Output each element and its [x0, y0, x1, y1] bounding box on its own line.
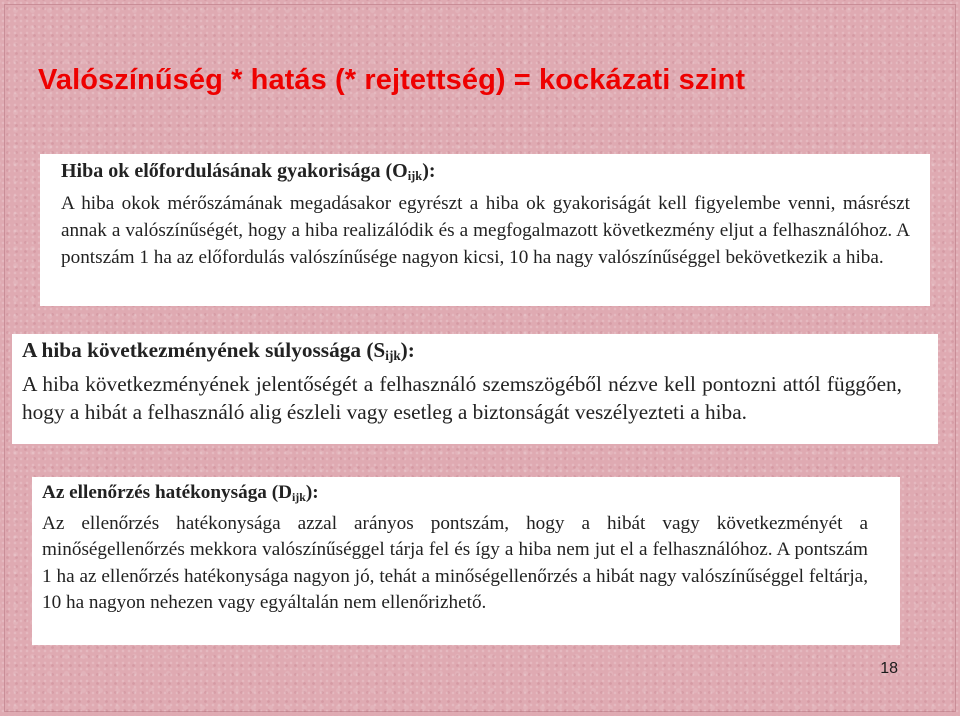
occurrence-heading-text: Hiba ok előfordulásának gyakorisága (O — [61, 160, 408, 182]
severity-heading — [22, 336, 902, 370]
severity-heading-subscript: ijk — [385, 348, 401, 363]
detection-text: Az ellenőrzés hatékonysága azzal arányos pontszám, hogy a hibát vagy következményét a minőségellenőrzés mekkora valószínűséggel tárja fel és így a hiba nem jut el a felhasználóhoz. A pontszám 1 ha az ellenőrzés hatékonysága nagyon jó, tehát a minőségellenőrzés a hibát nagy valószínűséggel feltárja, 10 ha nagyon nehezen vagy egyáltalán nem ellenőrizhető. — [42, 512, 868, 613]
occurrence-heading — [61, 158, 910, 190]
occurrence-text: A hiba okok mérőszámának megadásakor egyrészt a hiba ok gyakoriságát kell figyelembe venni, másrészt annak a valószínűségét, hogy a hiba realizálódik és a megfogalmazott következmény eljut a felhasználóhoz. A pontszám 1 ha az előfordulás valószínűsége nagyon kicsi, 10 ha nagy valószínűséggel bekövetkezik a hiba. — [61, 193, 910, 268]
severity-text: A hiba következményének jelentőségét a felhasználó szemszögéből nézve kell pontozni attól függően, hogy a hibát a felhasználó alig észleli vagy esetleg a biztonságát veszélyezteti a hiba. — [22, 372, 902, 424]
detection-heading-end: ): — [305, 482, 319, 503]
detection-heading-subscript: ijk — [291, 490, 306, 504]
severity-definition-box — [12, 334, 938, 444]
occurrence-heading-end: ): — [422, 160, 436, 182]
occurrence-heading-subscript: ijk — [407, 169, 423, 183]
severity-heading-end: ): — [400, 338, 415, 362]
slide-title: Valószínűség * hatás (* rejtettség) = kockázati szint — [38, 64, 746, 96]
occurrence-definition-box — [40, 154, 930, 306]
detection-heading — [42, 480, 868, 511]
severity-heading-text: A hiba következményének súlyossága (S — [22, 338, 386, 362]
detection-definition-box — [32, 477, 900, 645]
detection-heading-text: Az ellenőrzés hatékonysága (D — [42, 482, 292, 503]
page-number: 18 — [880, 660, 898, 677]
